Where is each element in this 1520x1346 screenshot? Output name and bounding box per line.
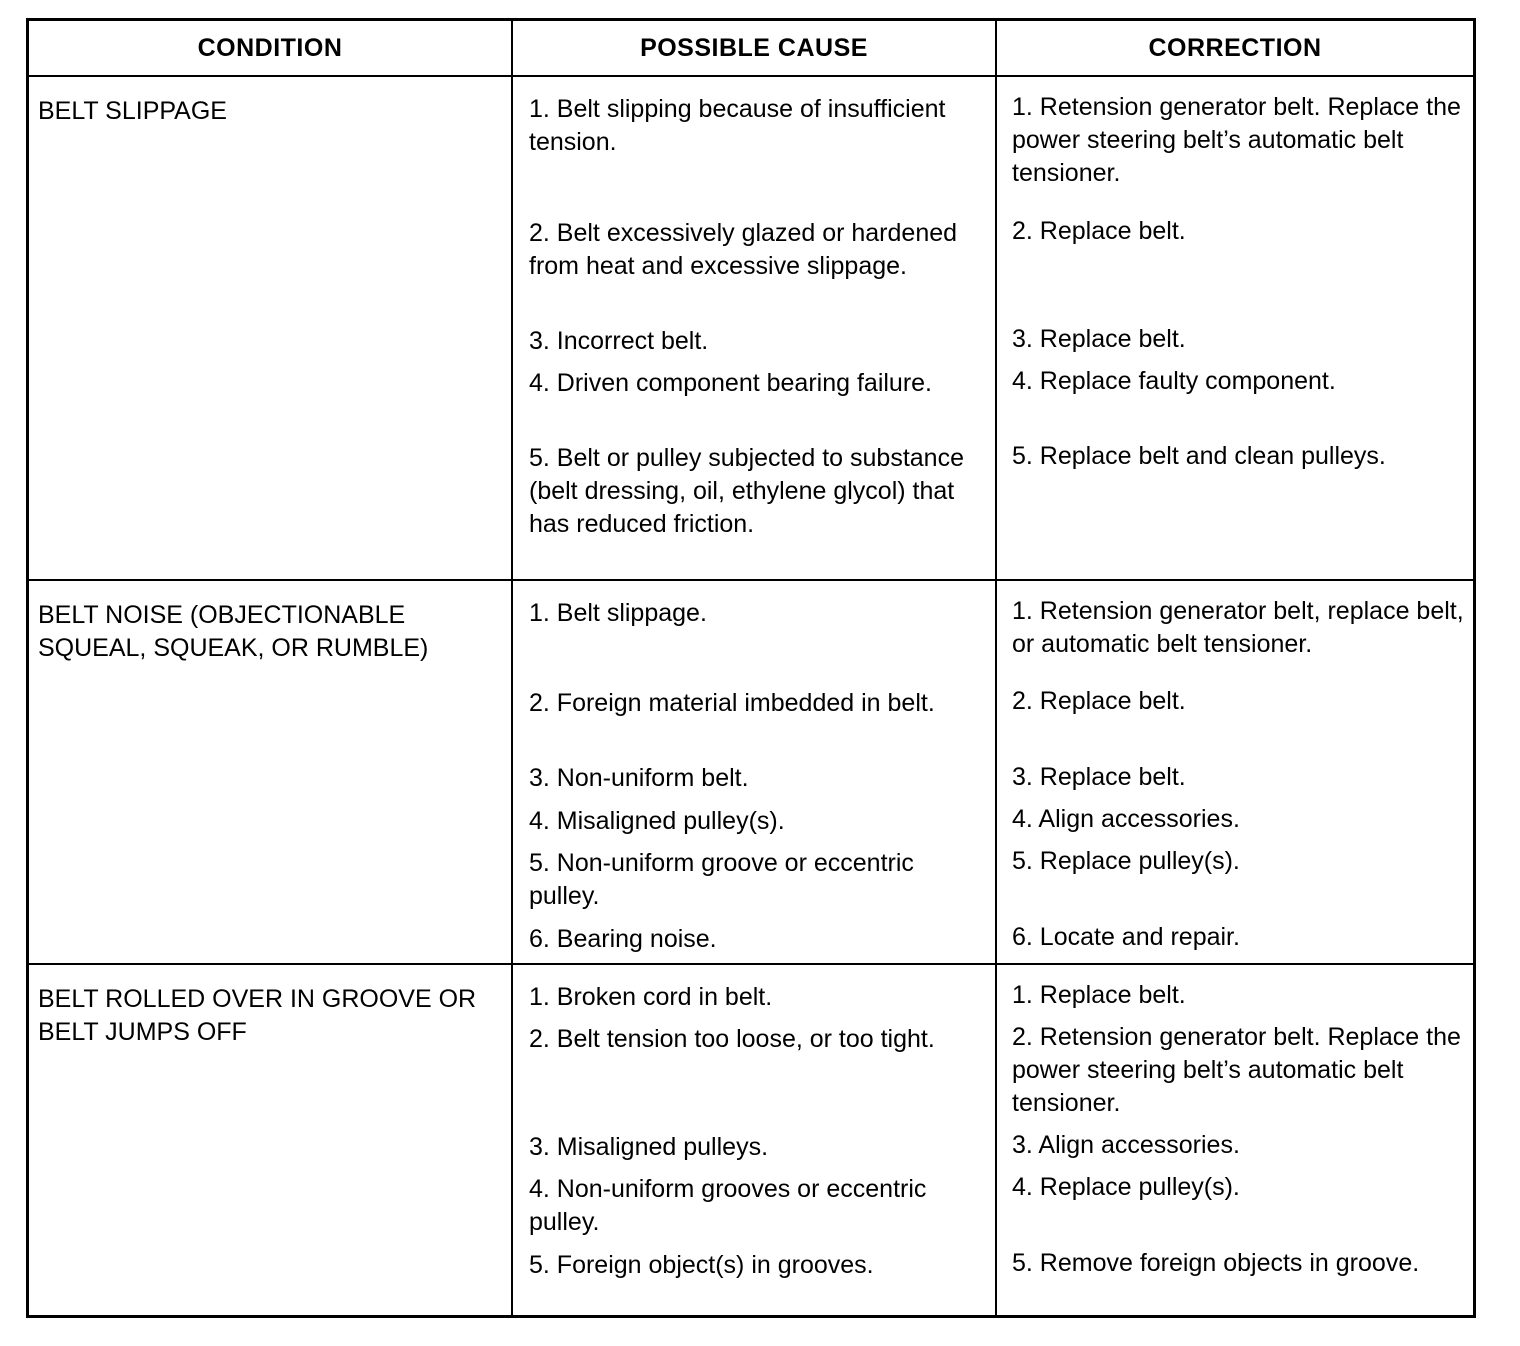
correction-item: 6. Locate and repair. [1012,923,1240,951]
correction-item: 5. Remove foreign objects in groove. [1012,1249,1420,1277]
header-condition: CONDITION [29,21,513,77]
correction-item: 4. Replace faulty component. [1012,367,1336,395]
correction-item: 3. Replace belt. [1012,763,1186,791]
condition-text: BELT ROLLED OVER IN GROOVE OR BELT JUMPS OFF [38,985,477,1046]
condition-text: BELT NOISE (OBJECTIONABLE SQUEAL, SQUEAK, OR RUMBLE) [38,601,429,662]
cause-item: 4. Non-uniform grooves or eccentric pulley. [529,1175,927,1236]
correction-item: 1. Retension generator belt, replace belt, or automatic belt tensioner. [1012,597,1464,658]
cause-item: 3. Non-uniform belt. [529,764,749,792]
condition-text: BELT SLIPPAGE [38,97,227,125]
cause-item: 5. Belt or pulley subjected to substance (belt dressing, oil, ethylene glycol) that has reduced friction. [529,444,964,538]
diagnosis-table [26,18,1476,1318]
correction-item: 5. Replace pulley(s). [1012,847,1240,875]
correction-cell-belt-slippage [997,77,1473,581]
correction-item: 1. Replace belt. [1012,981,1186,1009]
cause-item: 4. Driven component bearing failure. [529,369,933,397]
cause-cell-belt-slippage [513,77,997,581]
header-correction: CORRECTION [997,21,1473,77]
cause-item: 1. Belt slippage. [529,599,707,627]
cause-item: 4. Misaligned pulley(s). [529,807,785,835]
cause-item: 3. Incorrect belt. [529,327,709,355]
correction-cell-belt-noise [997,581,1473,965]
correction-item: 1. Retension generator belt. Replace the power steering belt’s automatic belt tensioner. [1012,93,1461,187]
cause-cell-belt-rolled-over [513,965,997,1315]
correction-item: 2. Replace belt. [1012,687,1186,715]
condition-cell-belt-noise [29,581,513,965]
correction-cell-belt-rolled-over [997,965,1473,1315]
correction-item: 4. Align accessories. [1012,805,1240,833]
cause-item: 5. Non-uniform groove or eccentric pulley. [529,849,914,910]
condition-cell-belt-slippage [29,77,513,581]
correction-item: 2. Retension generator belt. Replace the power steering belt’s automatic belt tensioner. [1012,1023,1461,1117]
cause-item: 6. Bearing noise. [529,925,717,953]
header-possible-cause: POSSIBLE CAUSE [513,21,997,77]
condition-cell-belt-rolled-over [29,965,513,1315]
cause-item: 3. Misaligned pulleys. [529,1133,769,1161]
cause-item: 2. Belt tension too loose, or too tight. [529,1025,935,1053]
cause-item: 2. Foreign material imbedded in belt. [529,689,935,717]
correction-item: 2. Replace belt. [1012,217,1186,245]
correction-item: 3. Replace belt. [1012,325,1186,353]
cause-item: 5. Foreign object(s) in grooves. [529,1251,874,1279]
correction-item: 4. Replace pulley(s). [1012,1173,1240,1201]
cause-cell-belt-noise [513,581,997,965]
cause-item: 1. Broken cord in belt. [529,983,773,1011]
correction-item: 3. Align accessories. [1012,1131,1240,1159]
correction-item: 5. Replace belt and clean pulleys. [1012,442,1386,470]
cause-item: 2. Belt excessively glazed or hardened from heat and excessive slippage. [529,219,958,280]
cause-item: 1. Belt slipping because of insufficient tension. [529,95,946,156]
